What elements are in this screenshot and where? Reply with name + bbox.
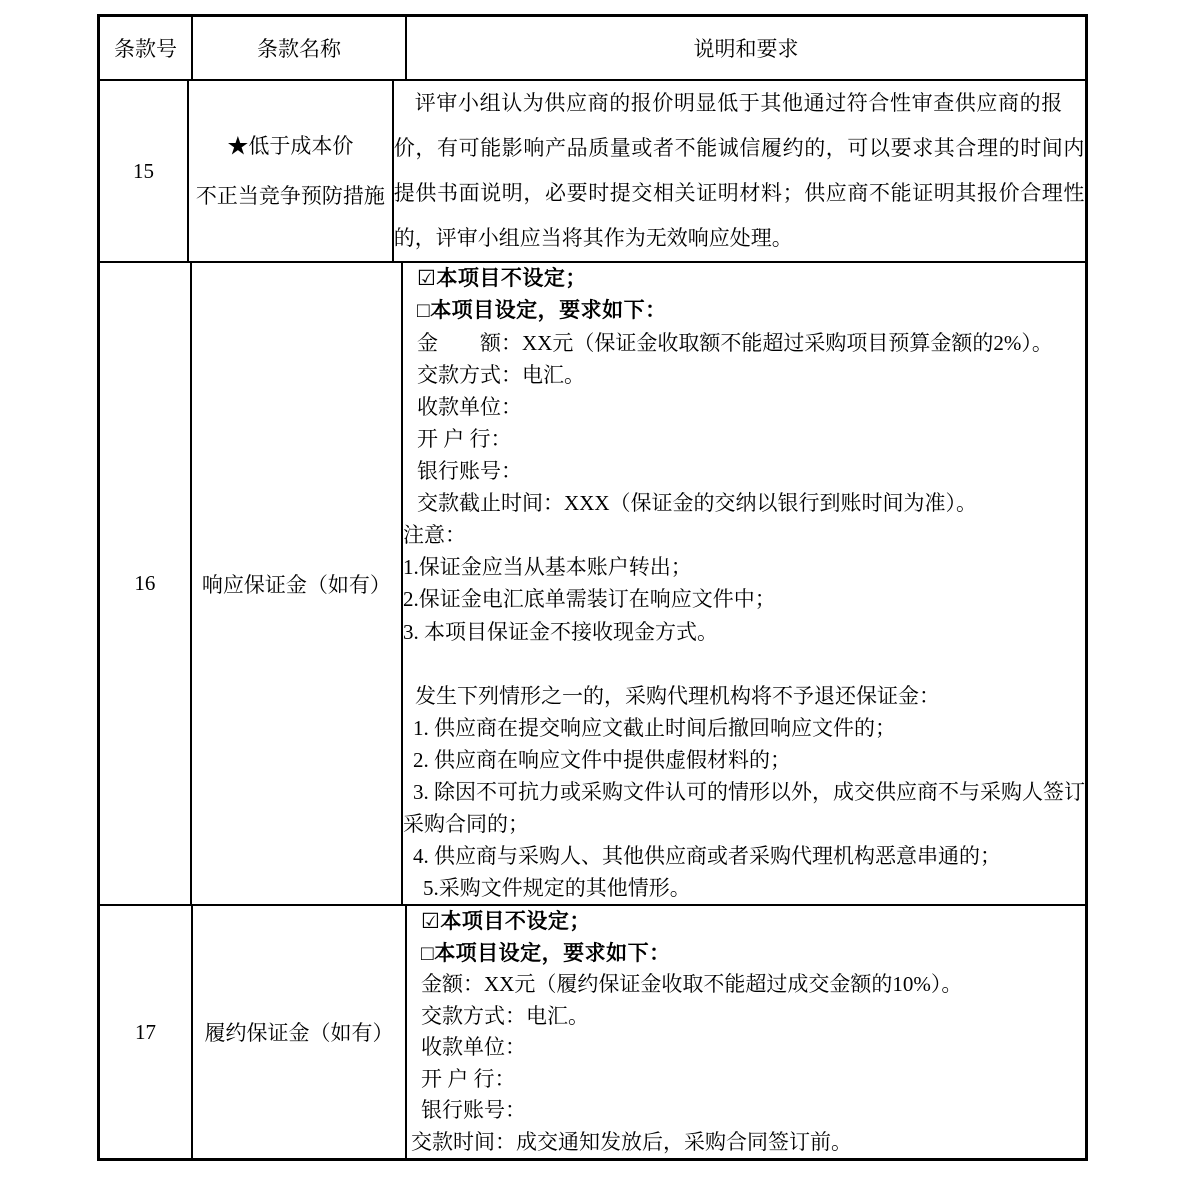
desc-line-text: 5.采购文件规定的其他情形。 xyxy=(423,875,691,900)
desc-line xyxy=(403,359,1085,391)
desc-line xyxy=(403,391,1085,423)
desc-line-text: 本项目不设定； xyxy=(436,267,587,290)
header-description-label: 说明和要求 xyxy=(693,37,799,61)
desc-line-text: 1.保证金应当从基本账户转出； xyxy=(403,555,692,580)
desc-line xyxy=(403,263,1085,295)
desc-line-text: 提供书面说明，必要时提交相关证明材料；供应商不能证明其报价合理性 xyxy=(393,181,1085,205)
header-clause-name-label: 条款名称 xyxy=(257,37,341,61)
header-clause-no-label: 条款号 xyxy=(114,37,177,61)
clause-name-line: 响应保证金（如有） xyxy=(201,572,391,597)
desc-line-text: 开 户 行： xyxy=(417,427,512,452)
header-clause-no xyxy=(100,17,191,79)
desc-line xyxy=(403,648,1085,680)
clause-name-cell xyxy=(187,81,392,261)
desc-line-text: 4. 供应商与采购人、其他供应商或者采购代理机构恶意串通的； xyxy=(413,843,1001,868)
desc-line-text: 收款单位： xyxy=(421,1035,526,1059)
table-row-clause-16 xyxy=(100,261,1085,904)
clause-name-line: 履约保证金（如有） xyxy=(204,1021,394,1045)
desc-line-text: 评审小组认为供应商的报价明显低于其他通过符合性审查供应商的报 xyxy=(414,91,1063,115)
desc-line-text: 交款方式：电汇。 xyxy=(417,363,585,388)
desc-line xyxy=(407,1032,1085,1064)
clause-name-cell xyxy=(190,263,401,904)
description-cell xyxy=(405,906,1085,1158)
desc-line xyxy=(403,423,1085,455)
desc-line xyxy=(403,551,1085,583)
clauses-table xyxy=(97,14,1088,1161)
desc-line-text: 交款方式：电汇。 xyxy=(421,1003,589,1028)
desc-line-text: 3. 除因不可抗力或采购文件认可的情形以外，成交供应商不与采购人签订 xyxy=(413,779,1085,804)
desc-line xyxy=(407,1064,1085,1096)
desc-line-text: 采购合同的； xyxy=(403,811,529,836)
desc-line-text: 交款时间：成交通知发放后，采购合同签订前。 xyxy=(411,1129,852,1154)
description-cell xyxy=(401,263,1085,904)
checkbox-unchecked-icon: □ xyxy=(417,299,431,323)
desc-line-text: 2. 供应商在响应文件中提供虚假材料的； xyxy=(413,747,791,772)
clause-no: 16 xyxy=(134,571,156,595)
header-clause-name xyxy=(191,17,405,79)
desc-line xyxy=(403,583,1085,615)
desc-line xyxy=(407,1001,1085,1033)
desc-line xyxy=(403,744,1085,776)
desc-line-text: 金额：XX元（履约保证金收取不能超过成交金额的10%）。 xyxy=(421,972,963,996)
desc-line-text: 本项目不设定； xyxy=(440,910,591,933)
desc-line-text: 银行账号： xyxy=(417,459,522,484)
desc-line xyxy=(403,455,1085,487)
clause-no: 15 xyxy=(133,158,155,183)
table-header-row xyxy=(100,17,1085,79)
desc-line-text: 本项目设定，要求如下： xyxy=(430,299,667,323)
desc-line-text: 交款截止时间：XXX（保证金的交纳以银行到账时间为准）。 xyxy=(417,491,977,516)
clause-name-line: ★低于成本价 xyxy=(227,134,354,158)
desc-line-text: 2.保证金电汇底单需装订在响应文件中； xyxy=(403,587,776,612)
desc-line xyxy=(394,171,1085,216)
desc-line xyxy=(394,216,1085,261)
desc-line xyxy=(403,808,1085,840)
table-row-clause-15 xyxy=(100,79,1085,261)
desc-line-text: 价，有可能影响产品质量或者不能诚信履约的，可以要求其合理的时间内 xyxy=(393,136,1085,160)
clause-name-line: 不正当竞争预防措施 xyxy=(195,184,385,208)
desc-line xyxy=(403,840,1085,872)
desc-line xyxy=(407,1127,1085,1159)
desc-line-text: 开 户 行： xyxy=(421,1066,516,1091)
desc-line xyxy=(403,616,1085,648)
clause-no: 17 xyxy=(135,1019,156,1044)
header-description xyxy=(405,17,1085,79)
desc-line xyxy=(407,969,1085,1001)
desc-line-text: 3. 本项目保证金不接收现金方式。 xyxy=(403,619,718,644)
table-row-clause-17 xyxy=(100,904,1085,1158)
checkbox-checked-icon: ☑ xyxy=(417,267,437,290)
clause-no-cell xyxy=(100,81,187,261)
desc-line xyxy=(403,327,1085,359)
desc-line xyxy=(403,295,1085,327)
description-cell xyxy=(392,81,1085,261)
desc-line xyxy=(407,906,1085,938)
desc-line xyxy=(403,712,1085,744)
desc-line-text: 注意： xyxy=(403,523,466,548)
desc-line xyxy=(403,487,1085,519)
desc-line-text: 发生下列情形之一的，采购代理机构将不予退还保证金： xyxy=(415,683,940,708)
checkbox-checked-icon: ☑ xyxy=(421,910,441,933)
clause-no-cell xyxy=(100,263,190,904)
desc-line-text: 本项目设定，要求如下： xyxy=(434,941,671,965)
desc-line xyxy=(407,1095,1085,1127)
desc-line xyxy=(403,872,1085,904)
desc-line-text: 收款单位： xyxy=(417,395,522,420)
desc-line xyxy=(394,126,1085,171)
desc-line xyxy=(407,938,1085,970)
desc-line-text: 的，评审小组应当将其作为无效响应处理。 xyxy=(393,226,793,250)
desc-line-text: 金 额：XX元（保证金收取额不能超过采购项目预算金额的2%）。 xyxy=(417,331,1053,356)
desc-line xyxy=(403,680,1085,712)
desc-line-text: 1. 供应商在提交响应文截止时间后撤回响应文件的； xyxy=(413,715,896,740)
checkbox-unchecked-icon: □ xyxy=(421,941,435,965)
desc-line xyxy=(394,81,1085,126)
clause-no-cell xyxy=(100,906,191,1158)
desc-line-text: 银行账号： xyxy=(421,1098,526,1122)
desc-line xyxy=(403,519,1085,551)
clause-name-cell xyxy=(191,906,405,1158)
desc-line xyxy=(403,776,1085,808)
